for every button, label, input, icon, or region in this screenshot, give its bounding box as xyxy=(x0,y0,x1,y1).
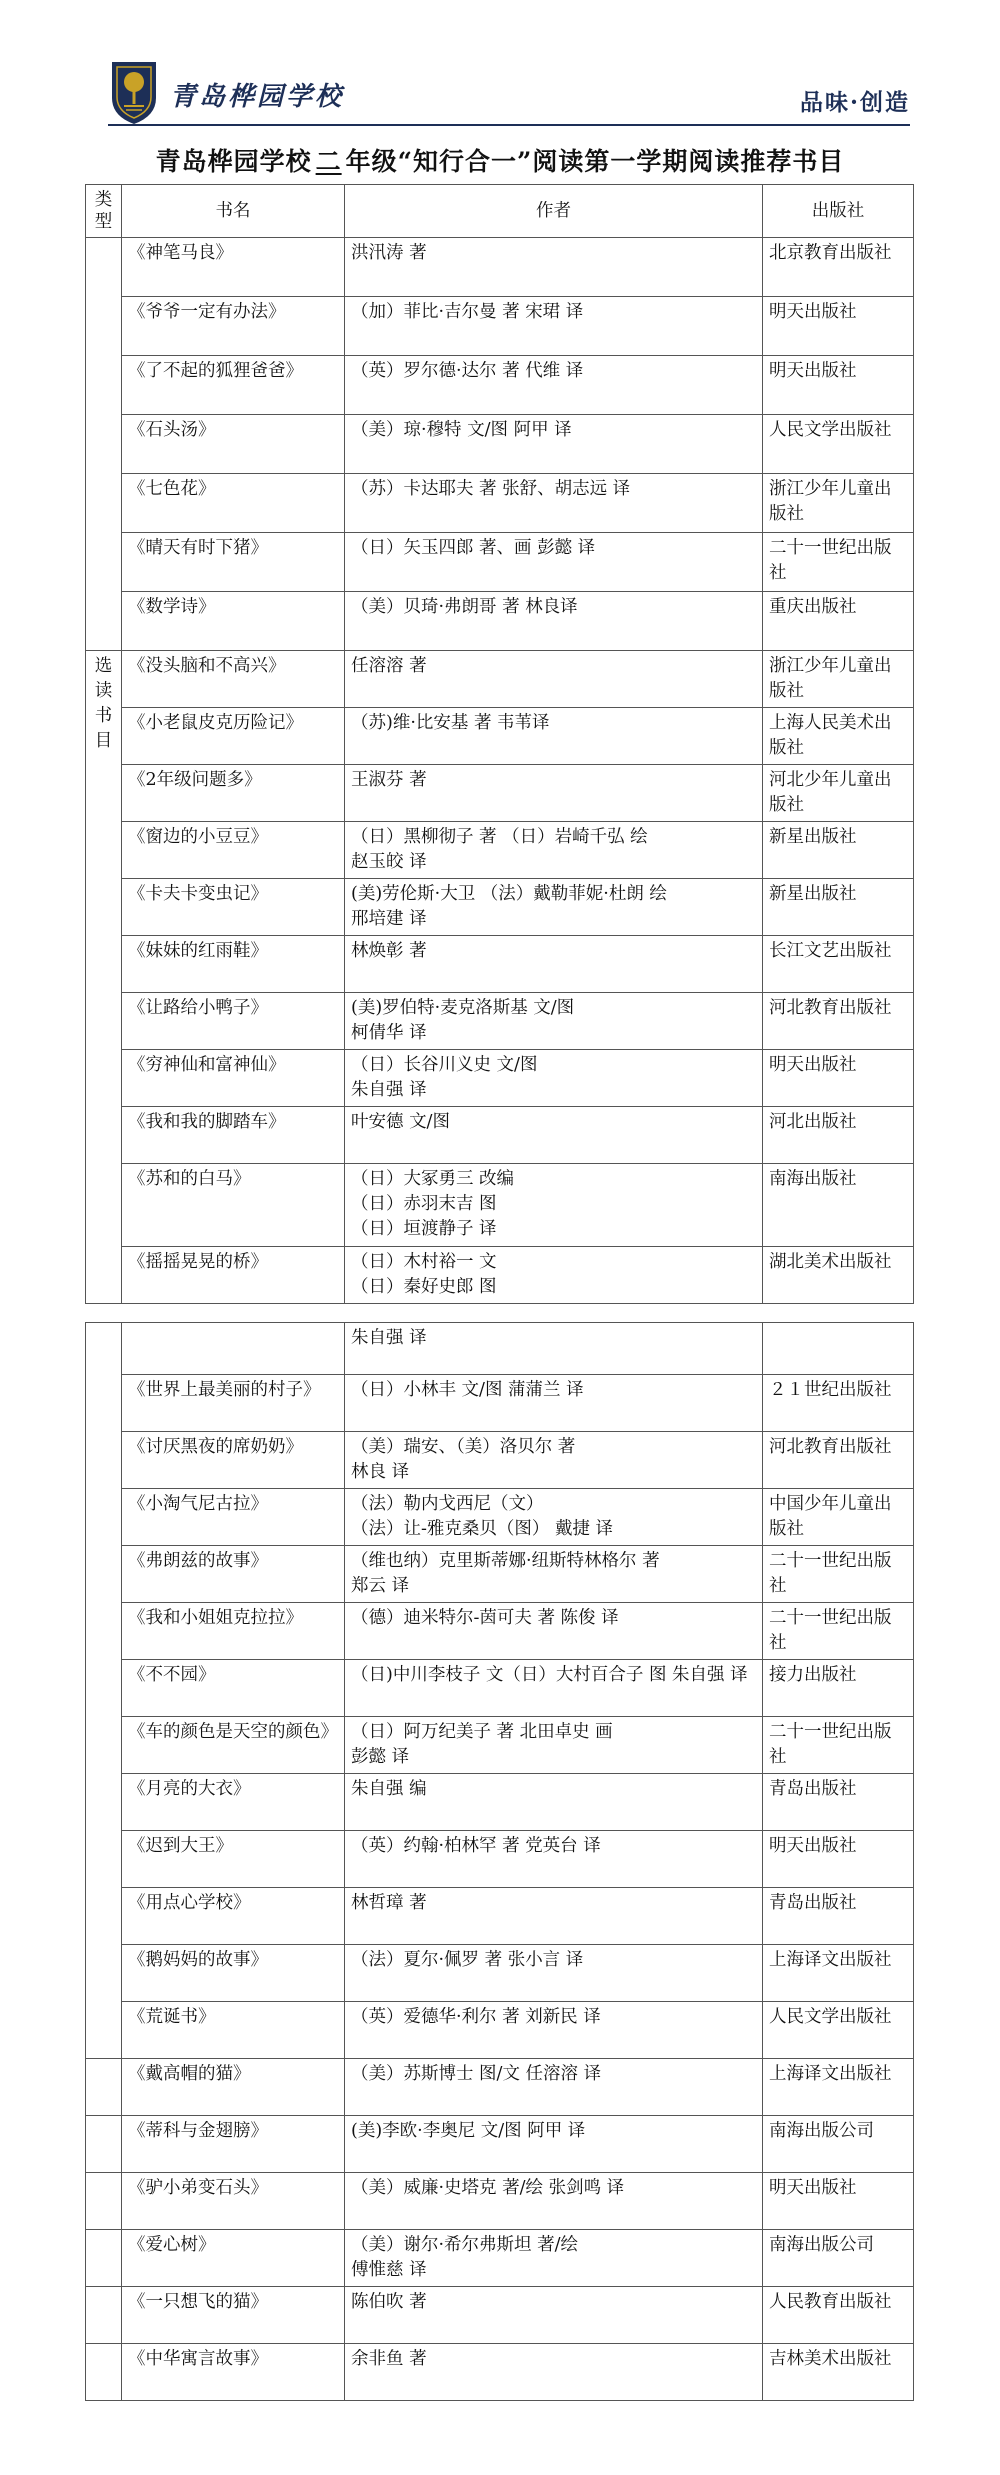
table-row xyxy=(86,1432,914,1489)
author-line: （日）矢玉四郎 著、画 彭懿 译 xyxy=(351,538,596,558)
book-author xyxy=(345,1888,763,1945)
book-publisher: 新星出版社 xyxy=(763,879,914,936)
book-author xyxy=(345,651,763,708)
table-row xyxy=(86,1888,914,1945)
book-author xyxy=(345,2173,763,2230)
author-line: 赵玉皎 译 xyxy=(351,852,427,872)
book-title: 《中华寓言故事》 xyxy=(122,2344,345,2401)
book-author xyxy=(345,1717,763,1774)
book-publisher: 河北出版社 xyxy=(763,1107,914,1164)
book-author xyxy=(345,1945,763,2002)
book-author xyxy=(345,1323,763,1375)
author-line: （苏）卡达耶夫 著 张舒、胡志远 译 xyxy=(351,479,631,499)
author-line: （英）约翰·柏林罕 著 党英台 译 xyxy=(351,1836,601,1856)
author-line: （日）黑柳彻子 著 （日）岩崎千弘 绘 xyxy=(351,827,648,847)
book-publisher: 二十一世纪出版社 xyxy=(763,1603,914,1660)
author-line: （加）菲比·吉尔曼 著 宋珺 译 xyxy=(351,302,584,322)
book-publisher: 南海出版社 xyxy=(763,1164,914,1247)
book-author xyxy=(345,1489,763,1546)
book-publisher: 人民文学出版社 xyxy=(763,415,914,474)
book-title: 《穷神仙和富神仙》 xyxy=(122,1050,345,1107)
type-cell-blank xyxy=(86,1323,122,2059)
author-line: （德）迪米特尔-茵可夫 著 陈俊 译 xyxy=(351,1608,619,1628)
book-publisher: 重庆出版社 xyxy=(763,592,914,651)
book-author xyxy=(345,1375,763,1432)
author-line: （英）罗尔德·达尔 著 代维 译 xyxy=(351,361,584,381)
type-cell-elective xyxy=(86,651,122,1304)
book-publisher: 二十一世纪出版社 xyxy=(763,533,914,592)
book-title: 《爷爷一定有办法》 xyxy=(122,297,345,356)
reading-list-table-1 xyxy=(85,184,914,1304)
author-line: 余非鱼 著 xyxy=(351,2349,427,2369)
table-row xyxy=(86,708,914,765)
book-title: 《月亮的大衣》 xyxy=(122,1774,345,1831)
author-line: （日）小林丰 文/图 蒲蒲兰 译 xyxy=(351,1380,584,1400)
table-row xyxy=(86,2002,914,2059)
book-author xyxy=(345,533,763,592)
book-publisher: ２１世纪出版社 xyxy=(763,1375,914,1432)
book-title: 《卡夫卡变虫记》 xyxy=(122,879,345,936)
book-title: 《驴小弟变石头》 xyxy=(122,2173,345,2230)
book-title: 《让路给小鸭子》 xyxy=(122,993,345,1050)
table-row xyxy=(86,822,914,879)
col-header-publisher: 出版社 xyxy=(763,185,914,238)
author-line: （日)中川李枝子 文（日）大村百合子 图 朱自强 译 xyxy=(351,1665,748,1685)
table-row xyxy=(86,1489,914,1546)
book-author xyxy=(345,2059,763,2116)
book-author xyxy=(345,822,763,879)
book-title: 《爱心树》 xyxy=(122,2230,345,2287)
author-line: （美）苏斯博士 图/文 任溶溶 译 xyxy=(351,2064,602,2084)
table-row xyxy=(86,1164,914,1247)
book-publisher: 青岛出版社 xyxy=(763,1888,914,1945)
book-author xyxy=(345,1432,763,1489)
page-header xyxy=(0,0,1000,140)
table-row xyxy=(86,415,914,474)
book-publisher: 南海出版公司 xyxy=(763,2116,914,2173)
book-author xyxy=(345,2287,763,2344)
book-publisher: 浙江少年儿童出版社 xyxy=(763,651,914,708)
book-title: 《鹅妈妈的故事》 xyxy=(122,1945,345,2002)
school-slogan: 品味·创造 xyxy=(799,89,910,116)
book-title: 《没头脑和不高兴》 xyxy=(122,651,345,708)
table-row xyxy=(86,1375,914,1432)
table-row xyxy=(86,1546,914,1603)
book-publisher: 明天出版社 xyxy=(763,297,914,356)
book-author xyxy=(345,993,763,1050)
table-row xyxy=(86,1107,914,1164)
table-header-row xyxy=(86,185,914,238)
author-line: （美）琼·穆特 文/图 阿甲 译 xyxy=(351,420,572,440)
author-line: （日）长谷川义史 文/图 xyxy=(351,1055,538,1075)
book-title: 《车的颜色是天空的颜色》 xyxy=(122,1717,345,1774)
author-line: （美）威廉·史塔克 著/绘 张剑鸣 译 xyxy=(351,2178,625,2198)
book-title: 《苏和的白马》 xyxy=(122,1164,345,1247)
book-author xyxy=(345,1774,763,1831)
table-row xyxy=(86,356,914,415)
author-line: 傅惟慈 译 xyxy=(351,2260,427,2280)
book-author xyxy=(345,1164,763,1247)
author-line: （维也纳）克里斯蒂娜·纽斯特林格尔 著 xyxy=(351,1551,660,1571)
book-title: 《弗朗兹的故事》 xyxy=(122,1546,345,1603)
header-divider xyxy=(108,124,910,126)
author-line: （日）秦好史郎 图 xyxy=(351,1277,497,1297)
book-publisher: 河北教育出版社 xyxy=(763,1432,914,1489)
author-line: （日）赤羽末吉 图 xyxy=(351,1194,497,1214)
book-author xyxy=(345,1831,763,1888)
title-grade: 二 xyxy=(315,147,342,176)
author-line: （日）垣渡静子 译 xyxy=(351,1219,497,1239)
book-title: 《蒂科与金翅膀》 xyxy=(122,2116,345,2173)
book-author xyxy=(345,879,763,936)
author-line: 任溶溶 著 xyxy=(351,656,427,676)
table-row xyxy=(86,1603,914,1660)
book-author xyxy=(345,2230,763,2287)
type-cell-blank xyxy=(86,2116,122,2173)
table-row xyxy=(86,1660,914,1717)
book-author xyxy=(345,1603,763,1660)
book-publisher: 上海译文出版社 xyxy=(763,2059,914,2116)
type-cell-blank xyxy=(86,2230,122,2287)
book-author xyxy=(345,765,763,822)
author-line: （美）贝琦·弗朗哥 著 林良译 xyxy=(351,597,578,617)
author-line: (美)罗伯特·麦克洛斯基 文/图 xyxy=(351,998,575,1018)
table-row xyxy=(86,297,914,356)
book-publisher: 南海出版公司 xyxy=(763,2230,914,2287)
author-line: （日）阿万纪美子 著 北田卓史 画 xyxy=(351,1722,613,1742)
title-suffix: 年级“知行合一”阅读第一学期阅读推荐书目 xyxy=(345,147,845,176)
book-title: 《我和小姐姐克拉拉》 xyxy=(122,1603,345,1660)
author-line: 朱自强 编 xyxy=(351,1779,427,1799)
type-label-char: 读 xyxy=(94,681,113,701)
table-row xyxy=(86,1717,914,1774)
book-title: 《了不起的狐狸爸爸》 xyxy=(122,356,345,415)
table-row xyxy=(86,474,914,533)
book-author xyxy=(345,2002,763,2059)
book-title: 《荒诞书》 xyxy=(122,2002,345,2059)
author-line: （法）让-雅克桑贝（图） 戴捷 译 xyxy=(351,1519,614,1539)
author-line: （英）爱德华·利尔 著 刘新民 译 xyxy=(351,2007,601,2027)
book-author xyxy=(345,238,763,297)
book-title: 《七色花》 xyxy=(122,474,345,533)
book-title: 《妹妹的红雨鞋》 xyxy=(122,936,345,993)
book-author xyxy=(345,592,763,651)
table-row xyxy=(86,2287,914,2344)
author-line: 林哲璋 著 xyxy=(351,1893,427,1913)
table-row xyxy=(86,1323,914,1375)
table-row xyxy=(86,1247,914,1304)
book-title: 《世界上最美丽的村子》 xyxy=(122,1375,345,1432)
author-line: （法）勒内戈西尼（文） xyxy=(351,1494,544,1514)
col-header-author: 作者 xyxy=(345,185,763,238)
book-publisher: 明天出版社 xyxy=(763,356,914,415)
book-title: 《迟到大王》 xyxy=(122,1831,345,1888)
book-publisher: 湖北美术出版社 xyxy=(763,1247,914,1304)
author-line: 彭懿 译 xyxy=(351,1747,410,1767)
author-line: (美)李欧·李奥尼 文/图 阿甲 译 xyxy=(351,2121,586,2141)
book-publisher: 中国少年儿童出版社 xyxy=(763,1489,914,1546)
reading-list-table-2 xyxy=(85,1322,914,2401)
author-line: （日）大冢勇三 改编 xyxy=(351,1169,515,1189)
book-title: 《戴高帽的猫》 xyxy=(122,2059,345,2116)
book-author xyxy=(345,936,763,993)
book-title: 《晴天有时下猪》 xyxy=(122,533,345,592)
book-author xyxy=(345,2116,763,2173)
table-row xyxy=(86,651,914,708)
table-row xyxy=(86,1945,914,2002)
author-line: (美)劳伦斯·大卫 （法）戴勒菲妮·杜朗 绘 xyxy=(351,884,667,904)
type-label-char: 书 xyxy=(94,706,113,726)
book-publisher-empty xyxy=(763,1323,914,1375)
book-author xyxy=(345,356,763,415)
book-title: 《小淘气尼古拉》 xyxy=(122,1489,345,1546)
book-publisher: 二十一世纪出版社 xyxy=(763,1546,914,1603)
book-author xyxy=(345,1050,763,1107)
type-cell-blank xyxy=(86,238,122,651)
book-title: 《摇摇晃晃的桥》 xyxy=(122,1247,345,1304)
type-label-char: 选 xyxy=(94,656,113,676)
title-prefix: 青岛桦园学校 xyxy=(155,147,312,176)
author-line: 郑云 译 xyxy=(351,1576,410,1596)
table-row xyxy=(86,2116,914,2173)
book-title: 《我和我的脚踏车》 xyxy=(122,1107,345,1164)
type-label-char: 目 xyxy=(94,731,113,751)
table-row xyxy=(86,1050,914,1107)
book-title: 《讨厌黑夜的席奶奶》 xyxy=(122,1432,345,1489)
table-row xyxy=(86,2230,914,2287)
table-row xyxy=(86,2173,914,2230)
author-line: 林焕彰 著 xyxy=(351,941,427,961)
book-publisher: 明天出版社 xyxy=(763,2173,914,2230)
book-publisher: 上海译文出版社 xyxy=(763,1945,914,2002)
school-name: 青岛桦园学校 xyxy=(170,82,345,112)
book-publisher: 人民教育出版社 xyxy=(763,2287,914,2344)
book-author xyxy=(345,474,763,533)
author-line: 朱自强 译 xyxy=(351,1080,427,1100)
table-row xyxy=(86,1831,914,1888)
book-author xyxy=(345,415,763,474)
book-title: 《2年级问题多》 xyxy=(122,765,345,822)
type-cell-blank xyxy=(86,2344,122,2401)
book-publisher: 明天出版社 xyxy=(763,1831,914,1888)
author-line: （苏)维·比安基 著 韦苇译 xyxy=(351,713,550,733)
author-line: 林良 译 xyxy=(351,1462,410,1482)
book-publisher: 浙江少年儿童出版社 xyxy=(763,474,914,533)
author-line: （法）夏尔·佩罗 著 张小言 译 xyxy=(351,1950,584,1970)
book-author xyxy=(345,1247,763,1304)
author-line: 朱自强 译 xyxy=(351,1328,427,1348)
table-row xyxy=(86,936,914,993)
table-row xyxy=(86,993,914,1050)
book-title: 《用点心学校》 xyxy=(122,1888,345,1945)
book-publisher: 青岛出版社 xyxy=(763,1774,914,1831)
book-title: 《数学诗》 xyxy=(122,592,345,651)
table-row xyxy=(86,1774,914,1831)
book-publisher: 河北少年儿童出版社 xyxy=(763,765,914,822)
col-header-type: 类型 xyxy=(86,185,122,238)
book-author xyxy=(345,297,763,356)
type-cell-blank xyxy=(86,2173,122,2230)
book-author xyxy=(345,1107,763,1164)
table-row xyxy=(86,592,914,651)
book-title: 《不不园》 xyxy=(122,1660,345,1717)
table-row xyxy=(86,238,914,297)
author-line: 柯倩华 译 xyxy=(351,1023,427,1043)
book-publisher: 明天出版社 xyxy=(763,1050,914,1107)
type-cell-blank xyxy=(86,2287,122,2344)
book-publisher: 长江文艺出版社 xyxy=(763,936,914,993)
document-title xyxy=(0,142,1000,178)
school-emblem-icon xyxy=(108,58,160,126)
author-line: （日）木村裕一 文 xyxy=(351,1252,497,1272)
book-author xyxy=(345,2344,763,2401)
book-author xyxy=(345,1546,763,1603)
book-publisher: 新星出版社 xyxy=(763,822,914,879)
author-line: 洪汛涛 著 xyxy=(351,243,427,263)
author-line: 陈伯吹 著 xyxy=(351,2292,427,2312)
book-publisher: 吉林美术出版社 xyxy=(763,2344,914,2401)
book-publisher: 接力出版社 xyxy=(763,1660,914,1717)
book-publisher: 人民文学出版社 xyxy=(763,2002,914,2059)
type-cell-blank xyxy=(86,2059,122,2116)
table-row xyxy=(86,2059,914,2116)
author-line: 王淑芬 著 xyxy=(351,770,427,790)
book-title: 《神笔马良》 xyxy=(122,238,345,297)
author-line: 叶安德 文/图 xyxy=(351,1112,450,1132)
book-publisher: 北京教育出版社 xyxy=(763,238,914,297)
book-title-empty xyxy=(122,1323,345,1375)
book-publisher: 上海人民美术出版社 xyxy=(763,708,914,765)
author-line: 邢培建 译 xyxy=(351,909,427,929)
table-row xyxy=(86,879,914,936)
book-title: 《窗边的小豆豆》 xyxy=(122,822,345,879)
author-line: （美）瑞安、（美）洛贝尔 著 xyxy=(351,1437,576,1457)
table-row xyxy=(86,2344,914,2401)
book-author xyxy=(345,1660,763,1717)
table-row xyxy=(86,533,914,592)
book-title: 《石头汤》 xyxy=(122,415,345,474)
book-publisher: 二十一世纪出版社 xyxy=(763,1717,914,1774)
book-author xyxy=(345,708,763,765)
col-header-title: 书名 xyxy=(122,185,345,238)
author-line: （美）谢尔·希尔弗斯坦 著/绘 xyxy=(351,2235,579,2255)
book-title: 《小老鼠皮克历险记》 xyxy=(122,708,345,765)
table-row xyxy=(86,765,914,822)
book-publisher: 河北教育出版社 xyxy=(763,993,914,1050)
book-title: 《一只想飞的猫》 xyxy=(122,2287,345,2344)
